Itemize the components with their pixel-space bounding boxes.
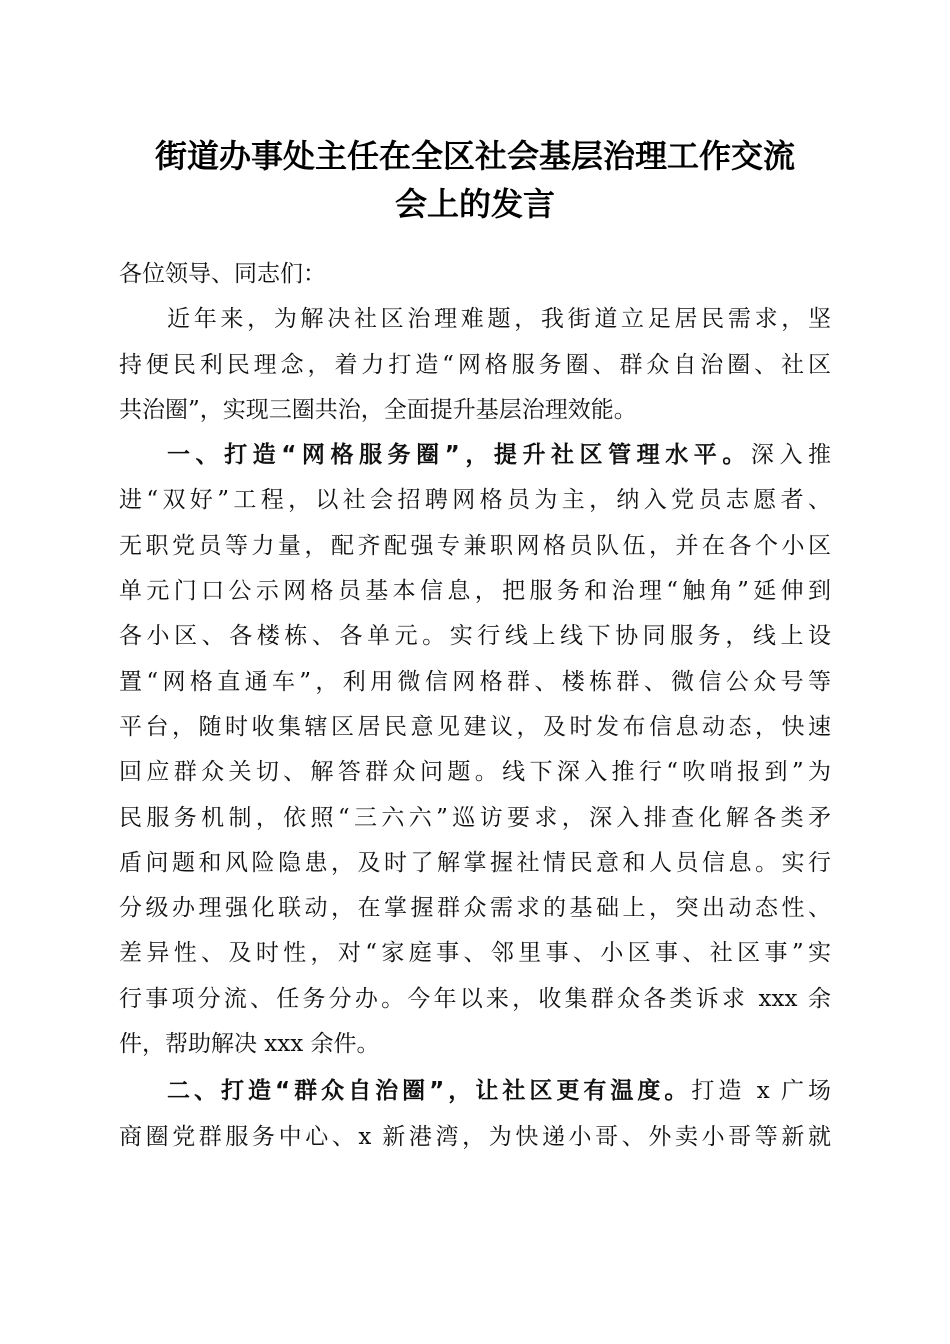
section2-line: 商圈党群服务中心、x 新港湾，为快递小哥、外卖小哥等新就 [119,1123,831,1150]
intro-line-2: 持便民利民理念，着力打造“网格服务圈、群众自治圈、社区 [119,351,831,378]
section1-heading: 一、打造“网格服务圈”，提升社区管理水平。 [167,442,751,469]
document-body [119,252,831,1160]
section1-line: 民服务机制，依照“三六六”巡访要求，深入排查化解各类矛 [119,804,831,831]
section1-line: 盾问题和风险隐患，及时了解掌握社情民意和人员信息。实行 [119,849,831,876]
section1-first-line-rest: 深入推 [750,442,832,469]
section1-line: 置“网格直通车”，利用微信网格群、楼栋群、微信公众号等 [119,668,831,695]
section1-line: 回应群众关切、解答群众问题。线下深入推行“吹哨报到”为 [119,759,831,786]
intro-line-3: 共治圈”，实现三圈共治，全面提升基层治理效能。 [119,396,637,423]
section1-line: 各小区、各楼栋、各单元。实行线上线下协同服务，线上设 [119,623,831,650]
section1-line: 无职党员等力量，配齐配强专兼职网格员队伍，并在各个小区 [119,532,831,559]
salutation: 各位领导、同志们： [119,261,326,287]
title-line-2: 会上的发言 [394,185,555,223]
section2-first-line-rest: 打造 x 广场 [691,1078,832,1105]
section1-line: 平台，随时收集辖区居民意见建议，及时发布信息动态，快速 [119,713,831,740]
section2-first-line [119,1069,831,1114]
section1-line: 差异性、及时性，对“家庭事、邻里事、小区事、社区事”实 [119,940,831,967]
section1-line: 件，帮助解决 xxx 余件。 [119,1031,380,1058]
title-line-1: 街道办事处主任在全区社会基层治理工作交流 [154,137,795,175]
section1-line: 进“双好”工程，以社会招聘网格员为主，纳入党员志愿者、 [119,487,831,514]
document-title [110,132,840,228]
section2-heading: 二、打造“群众自治圈”，让社区更有温度。 [167,1078,692,1105]
section1-first-line [119,433,831,478]
section1-line: 分级办理强化联动，在掌握群众需求的基础上，突出动态性、 [119,895,831,922]
intro-line-1: 近年来，为解决社区治理难题，我街道立足居民需求，坚 [167,306,831,333]
section1-line: 单元门口公示网格员基本信息，把服务和治理“触角”延伸到 [119,578,831,605]
section1-line: 行事项分流、任务分办。今年以来，收集群众各类诉求 xxx 余 [119,985,831,1012]
